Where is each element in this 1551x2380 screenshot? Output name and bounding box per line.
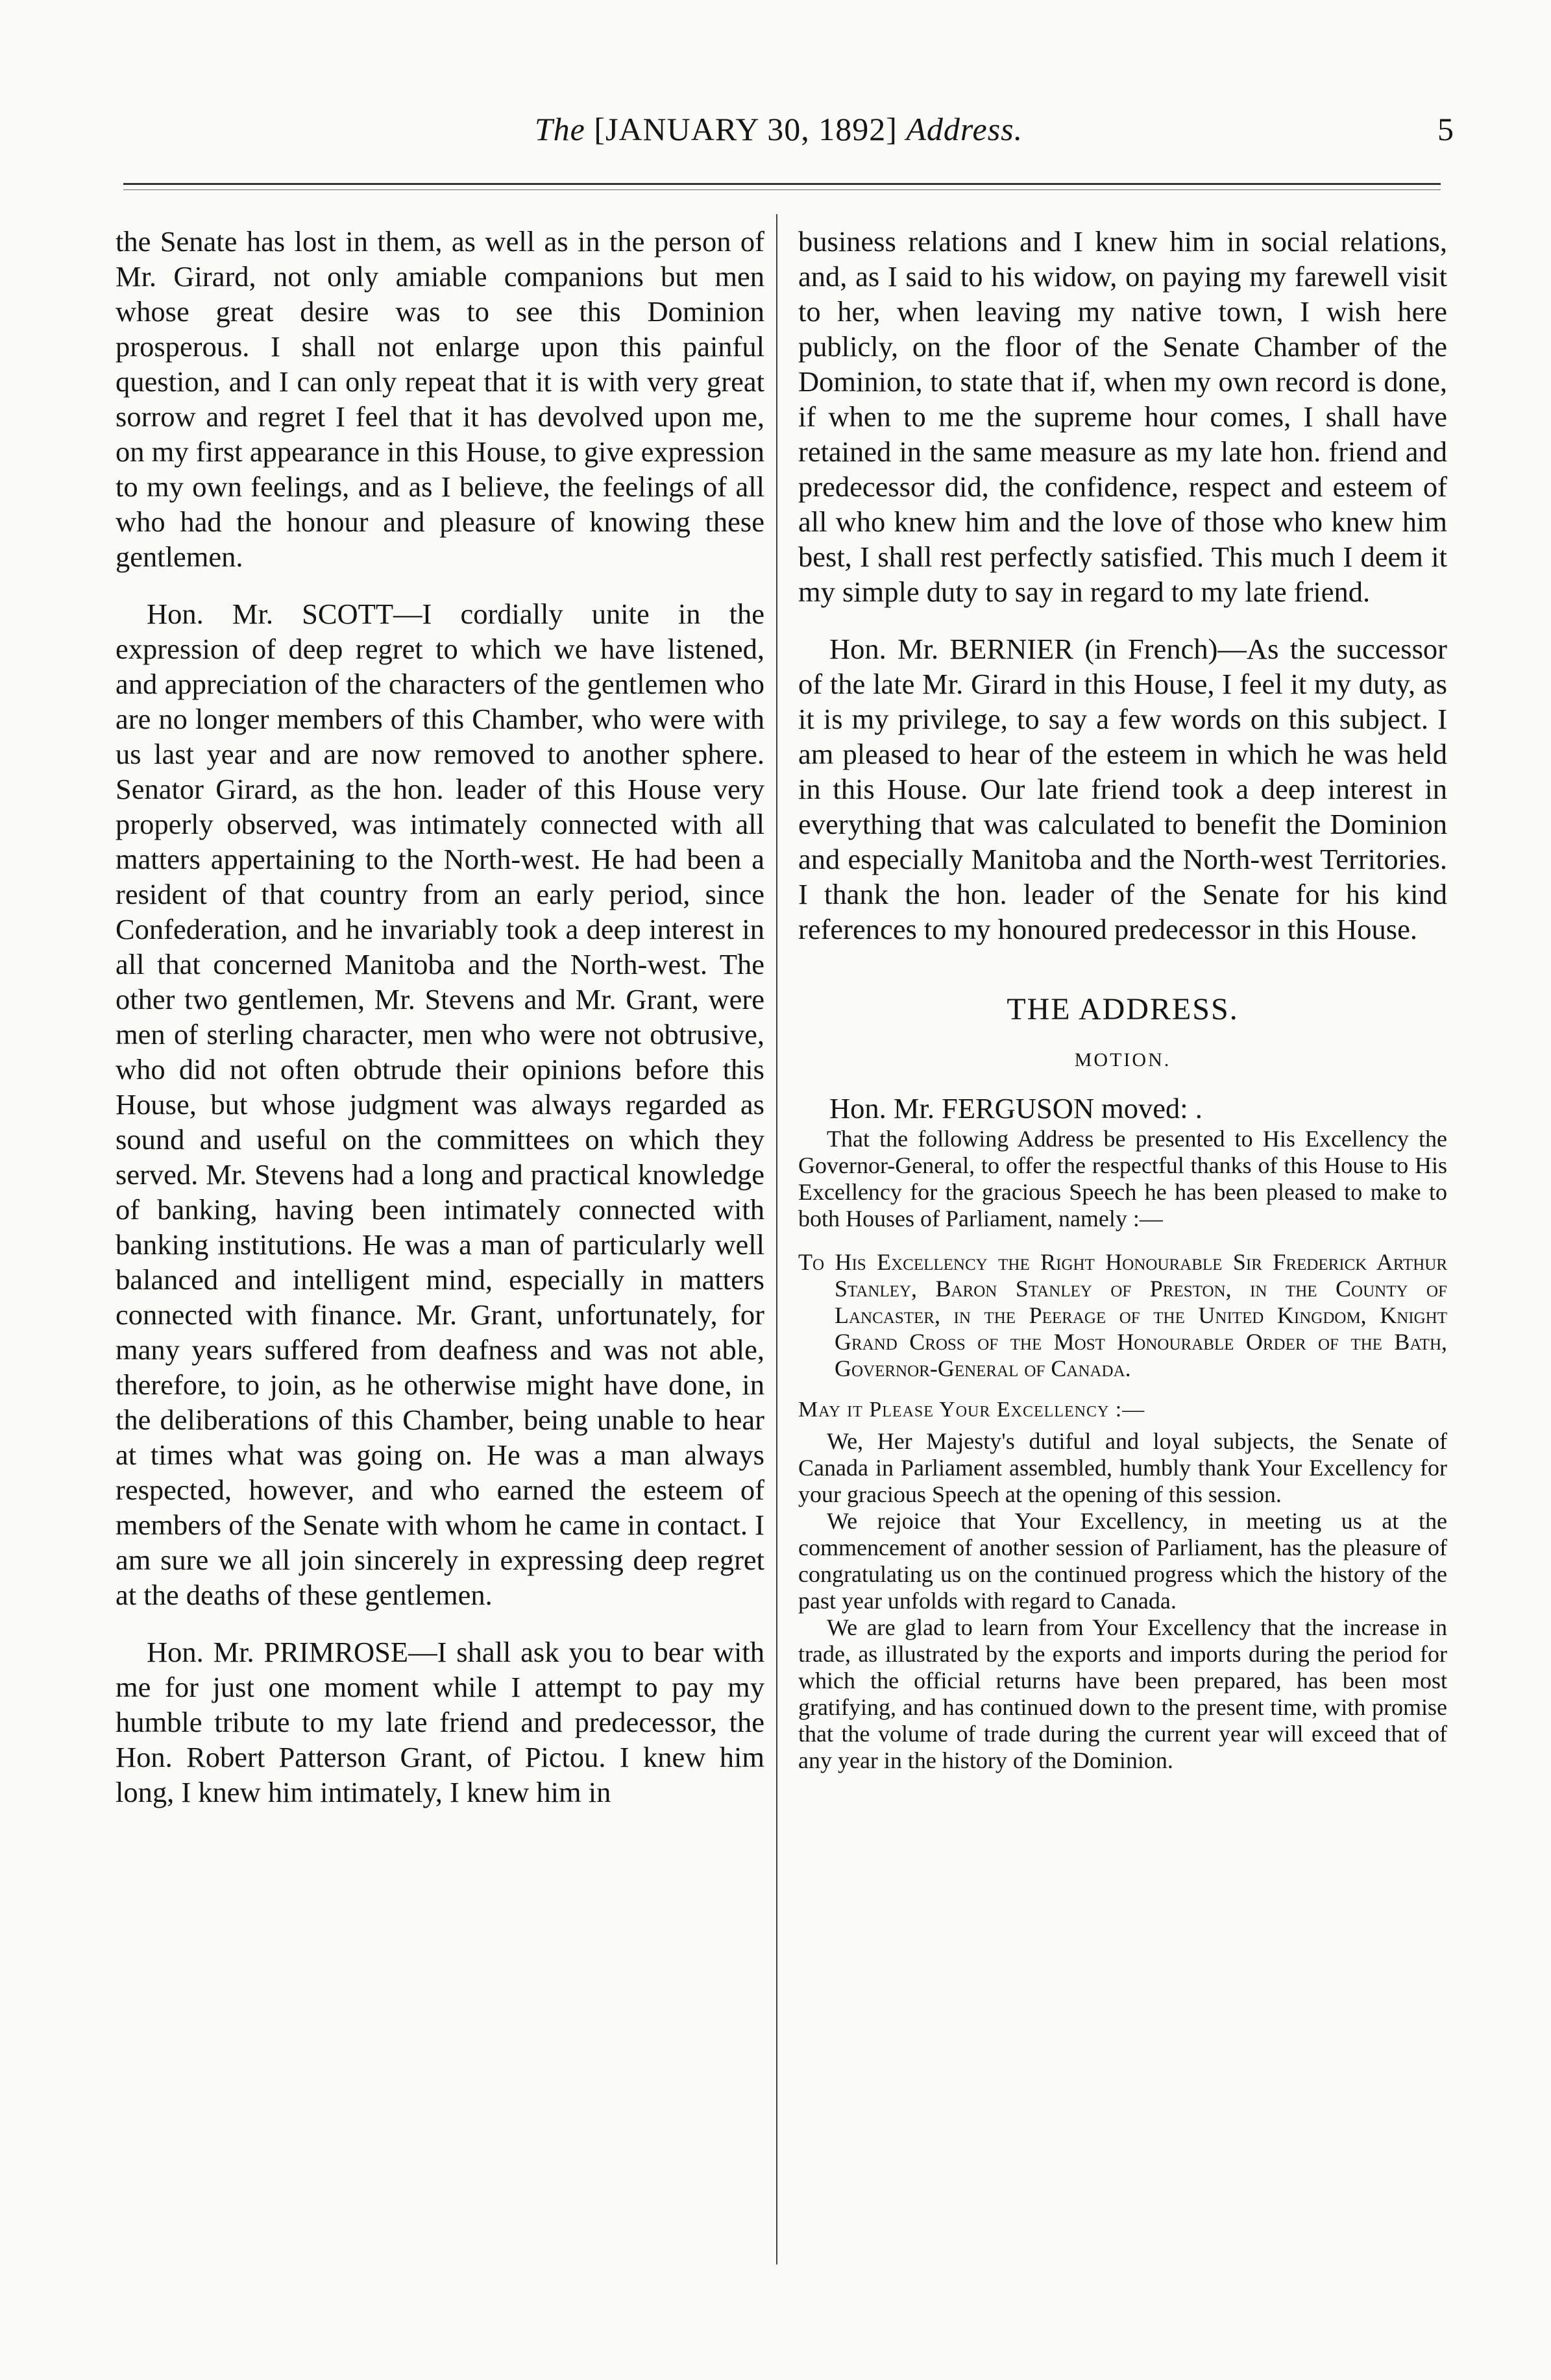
left-paragraph-1: the Senate has lost in them, as well as in the person of Mr. Girard, not only amiable companions but men whose great desire was to see this Dominion prosperous. I shall not enlarge upon this painful question, and I can only repeat that it is with very great sorrow and regret I feel that it has devolved upon me, on my first appearance in this House, to give expression to my own feelings, and as I believe, the feelings of all who had the honour and pleasure of knowing these gentlemen. xyxy=(116,225,764,573)
column-divider xyxy=(776,214,777,2265)
salutation: May it Please Your Excellency :— xyxy=(798,1398,1145,1422)
address-paragraph-3: We are glad to learn from Your Excellency that the increase in trade, as illustrated by the exports and imports during the period for which the official returns have been prepared, has been most gratifying, and has continued down to the present time, with promise that the volume of trade during the current year will exceed that of any year in the history of the Dominion. xyxy=(798,1614,1447,1773)
left-column xyxy=(116,224,764,1810)
address-text xyxy=(798,1126,1447,1774)
addressee: To His Excellency the Right Honourable Sir Frederick Arthur Stanley, Baron Stanley of Preston, in the County of Lancaster, in the Peerage of the United Kingdom, Knight Grand Cross of the Most Honourable Order of the Bath, Governor-General of Canada. xyxy=(798,1249,1447,1381)
bernier-speech: Hon. Mr. BERNIER (in French)—As the successor of the late Mr. Girard in this House, I feel it my duty, as it is my privilege, to say a few words on this subject. I am pleased to hear of the esteem in which he was held in this House. Our late friend took a deep interest in everything that was calculated to benefit the Dominion and especially Manitoba and the North-west Territories. I thank the hon. leader of the Senate for his kind references to my honoured predecessor in this House. xyxy=(798,633,1447,945)
address-paragraph-1: We, Her Majesty's dutiful and loyal subjects, the Senate of Canada in Parliament assembled, humbly thank Your Excellency for your gracious Speech at the opening of this session. xyxy=(798,1428,1447,1507)
page-number: 5 xyxy=(1437,111,1454,147)
running-header xyxy=(104,110,1454,162)
motion-text: That the following Address be presented to His Excellency the Governor-General, to offer the respectful thanks of this House to His Excellency for the gracious Speech he has been pleased to make to both Houses of Parliament, namely :— xyxy=(798,1126,1447,1232)
header-rule-thin xyxy=(123,189,1441,190)
right-column xyxy=(798,224,1447,1774)
header-rule xyxy=(123,183,1441,185)
primrose-speech: Hon. Mr. PRIMROSE—I shall ask you to bear with me for just one moment while I attempt to pay my humble tribute to my late friend and predecessor, the Hon. Robert Patterson Grant, of Pictou. I knew him long, I knew him intimately, I knew him in xyxy=(116,1636,764,1808)
motion-line: Hon. Mr. FERGUSON moved: . xyxy=(829,1092,1203,1124)
head-date: [JANUARY 30, 1892] xyxy=(594,111,898,147)
section-subtitle: MOTION. xyxy=(1074,1049,1171,1071)
running-head xyxy=(104,110,1454,148)
address-paragraph-2: We rejoice that Your Excellency, in meeting us at the commencement of another session of Parliament, has the pleasure of congratulating us on the continued progress which the history of the past year unfolds with regard to Canada. xyxy=(798,1508,1447,1614)
section-title: THE ADDRESS. xyxy=(1007,992,1239,1026)
primrose-speech-continued: business relations and I knew him in social relations, and, as I said to his widow, on paying my farewell visit to her, when leaving my native town, I wish here publicly, on the floor of the Senate Chamber of the Dominion, to state that if, when my own record is done, if when to me the supreme hour comes, I shall have retained in the same measure as my late hon. friend and predecessor did, the confidence, respect and esteem of all who knew him and the love of those who knew him best, I shall rest perfectly satisfied. This much I deem it my simple duty to say in regard to my late friend. xyxy=(798,225,1447,608)
scott-speech: Hon. Mr. SCOTT—I cordially unite in the expression of deep regret to which we have listened, and appreciation of the characters of the gentlemen who are no longer members of this Chamber, who were with us last year and are now removed to another sphere. Senator Girard, as the hon. leader of this House very properly observed, was intimately connected with all matters appertaining to the North-west. He had been a resident of that country from an early period, since Confederation, and he invariably took a deep interest in all that concerned Manitoba and the North-west. The other two gentlemen, Mr. Stevens and Mr. Grant, were men of sterling character, men who were not obtrusive, who did not often obtrude their opinions before this House, but whose judgment was always regarded as sound and useful on the committees on which they served. Mr. Stevens had a long and practical knowledge of banking, having been intimately connected with banking institutions. He was a man of particularly well balanced and intelligent mind, especially in matters connected with finance. Mr. Grant, unfortunately, for many years suffered from deafness and was not able, therefore, to join, as he otherwise might have done, in the deliberations of this Chamber, being unable to hear at times what was going on. He was a man always respected, however, and who earned the esteem of members of the Senate with whom he came in contact. I am sure we all join sincerely in expressing deep regret at the deaths of these gentlemen. xyxy=(116,598,764,1611)
head-address: Address. xyxy=(906,111,1023,147)
head-the: The xyxy=(534,111,585,147)
